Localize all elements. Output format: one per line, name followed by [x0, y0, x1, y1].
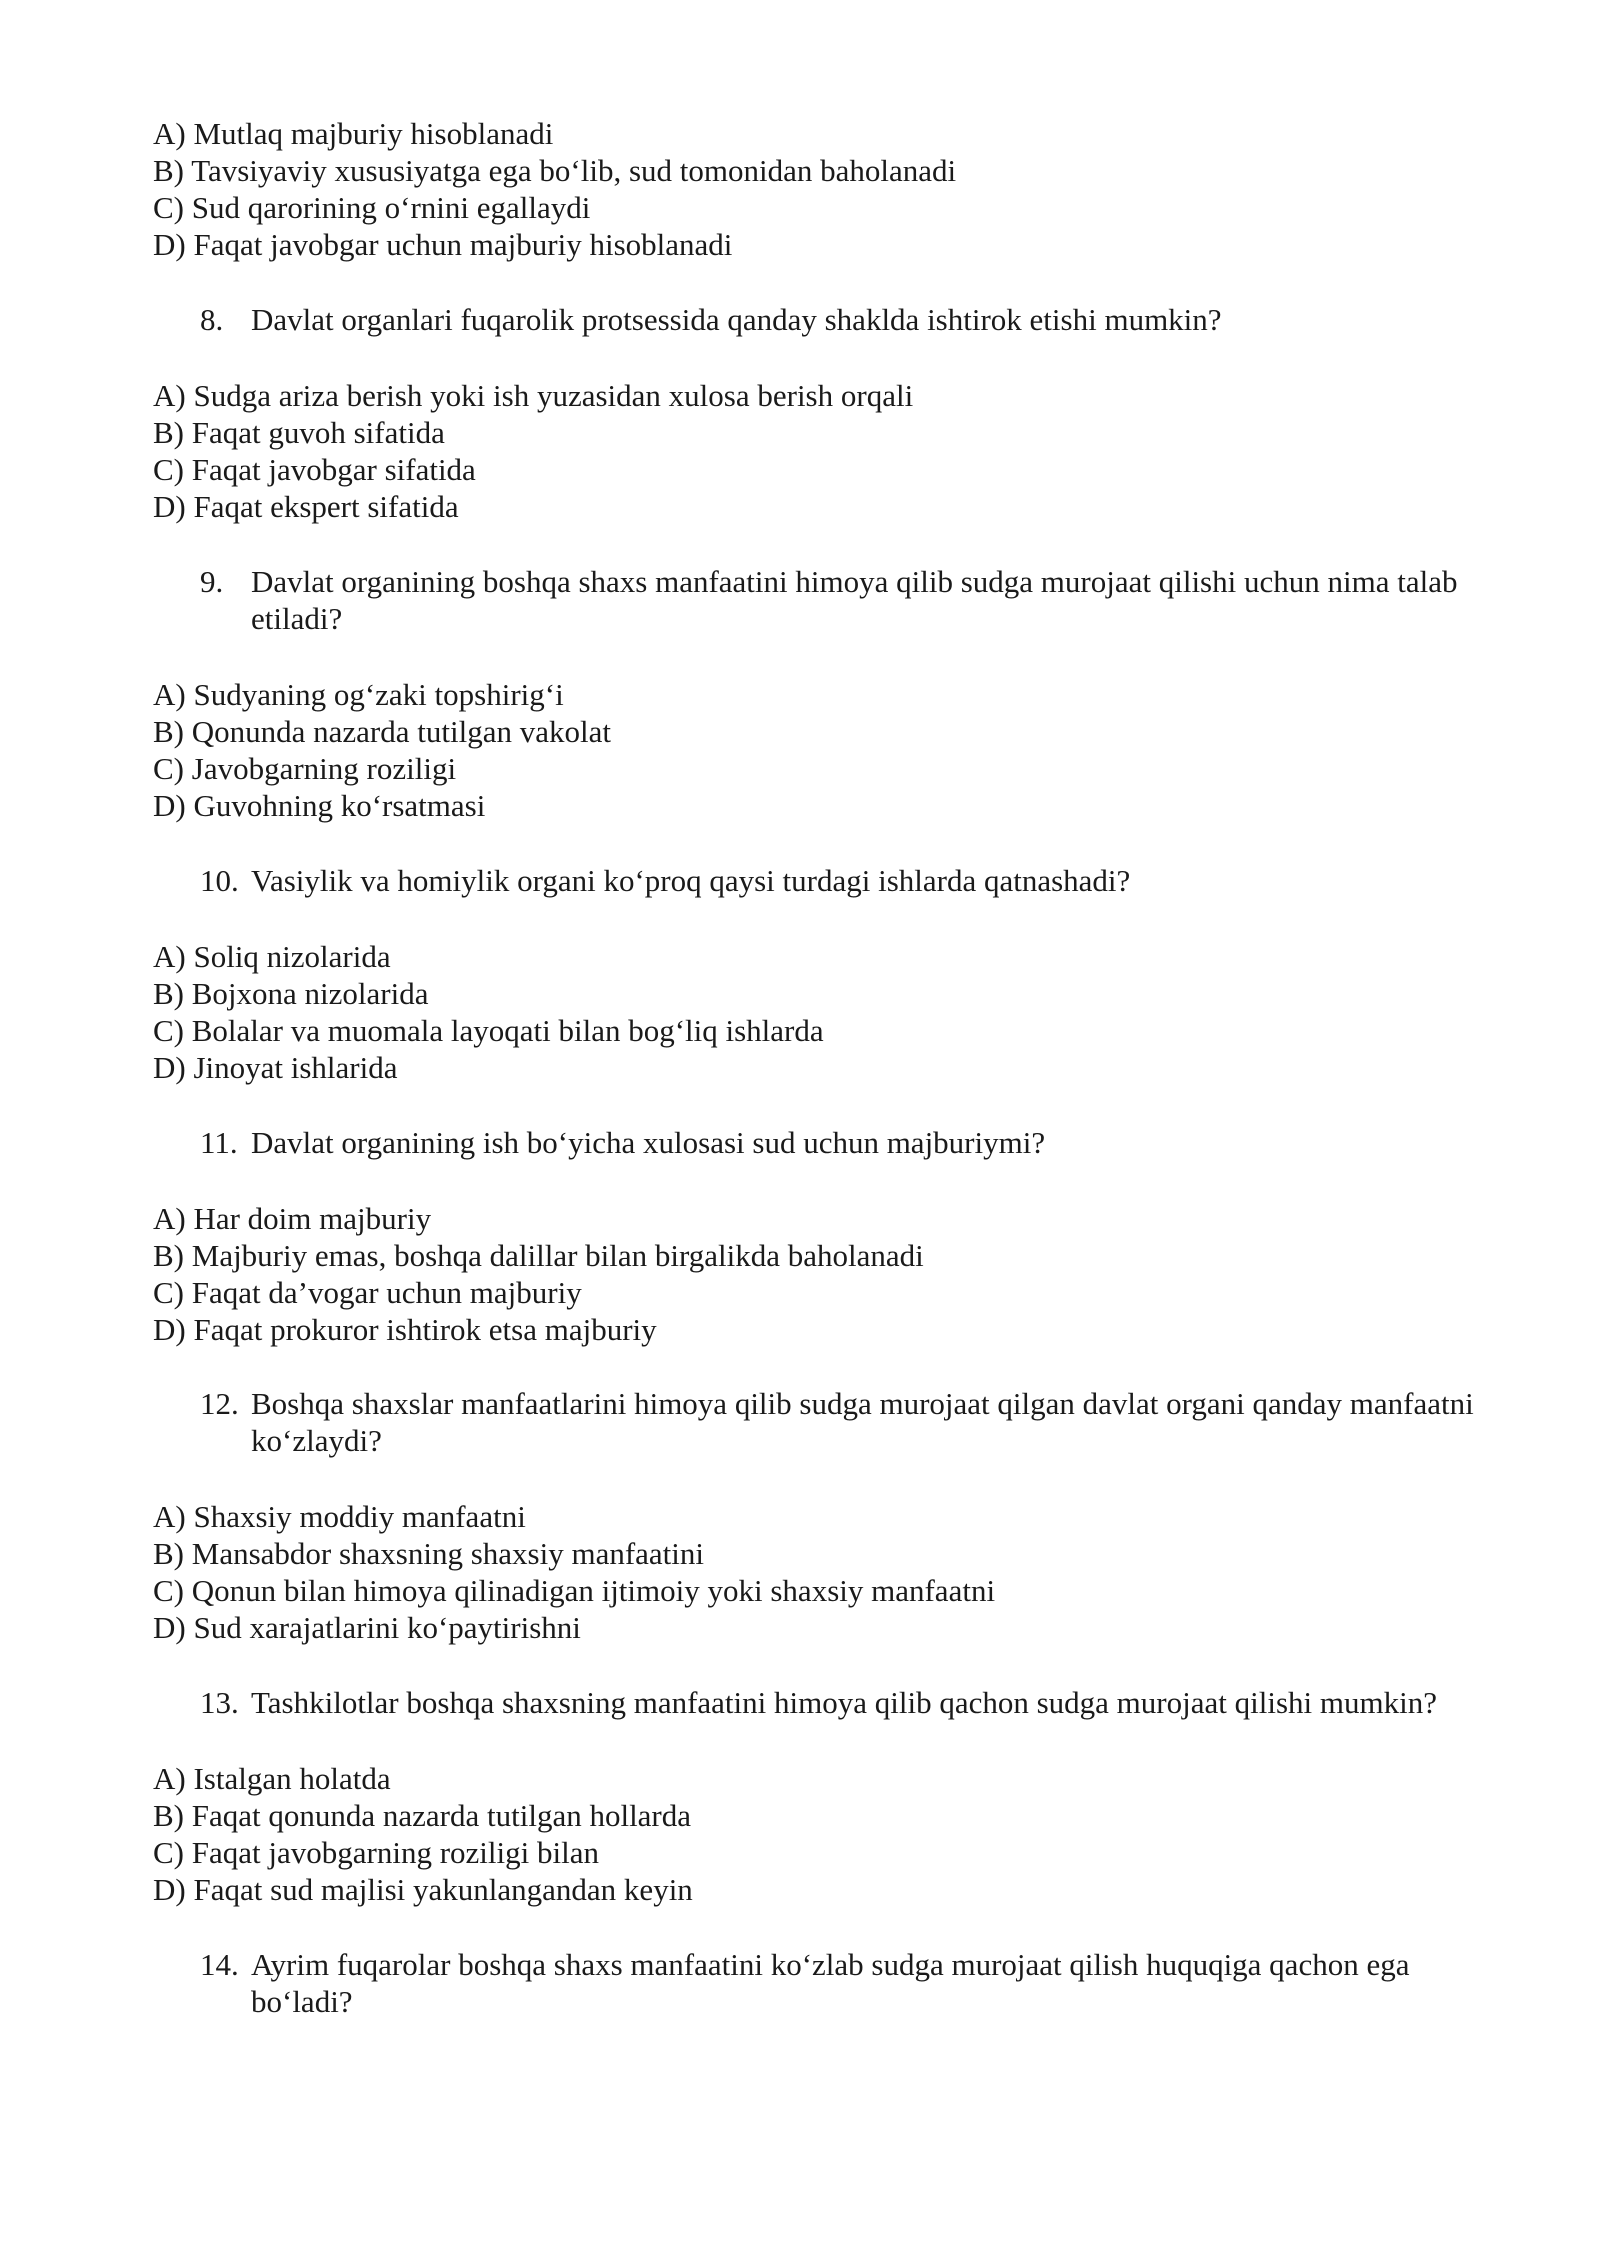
option-b: B) Bojxona nizolarida [153, 976, 429, 1011]
option-b: B) Mansabdor shaxsning shaxsiy manfaatini [153, 1536, 705, 1571]
option-a: A) Sudyaning og‘zaki topshirig‘i [153, 677, 564, 712]
question-number: 12. [200, 1386, 239, 1421]
question-13 [200, 1684, 1500, 1721]
option-c: C) Faqat javobgarning roziligi bilan [153, 1835, 599, 1870]
question-number: 11. [200, 1125, 238, 1160]
question-10 [200, 862, 1500, 899]
option-c: C) Faqat da’vogar uchun majburiy [153, 1275, 582, 1310]
option-d: D) Guvohning ko‘rsatmasi [153, 788, 486, 823]
question-13-options [153, 1760, 693, 1908]
option-d: D) Sud xarajatlarini ko‘paytirishni [153, 1610, 581, 1645]
question-8-options [153, 377, 913, 525]
question-12 [200, 1385, 1500, 1459]
question-text: Davlat organlari fuqarolik protsessida qanday shaklda ishtirok etishi mumkin? [251, 302, 1222, 337]
question-number: 13. [200, 1685, 239, 1720]
option-d: D) Faqat sud majlisi yakunlangandan keyin [153, 1872, 693, 1907]
option-a: A) Har doim majburiy [153, 1201, 432, 1236]
option-a: A) Istalgan holatda [153, 1761, 391, 1796]
question-number: 10. [200, 863, 239, 898]
option-c: C) Faqat javobgar sifatida [153, 452, 476, 487]
question-9 [200, 563, 1500, 637]
question-number: 8. [200, 302, 224, 337]
option-b: B) Faqat qonunda nazarda tutilgan hollarda [153, 1798, 692, 1833]
option-a: A) Shaxsiy moddiy manfaatni [153, 1499, 526, 1534]
question-number: 9. [200, 564, 224, 599]
option-a: A) Mutlaq majburiy hisoblanadi [153, 116, 554, 151]
option-d: D) Jinoyat ishlarida [153, 1050, 398, 1085]
question-text: Davlat organining ish bo‘yicha xulosasi sud uchun majburiymi? [251, 1125, 1046, 1160]
option-c: C) Qonun bilan himoya qilinadigan ijtimoiy yoki shaxsiy manfaatni [153, 1573, 996, 1608]
option-c: C) Bolalar va muomala layoqati bilan bog‘liq ishlarda [153, 1013, 824, 1048]
option-b: B) Tavsiyaviy xususiyatga ega bo‘lib, sud tomonidan baholanadi [153, 153, 957, 188]
question-9-options [153, 676, 611, 824]
option-a: A) Soliq nizolarida [153, 939, 391, 974]
question-text: Ayrim fuqarolar boshqa shaxs manfaatini ko‘zlab sudga murojaat qilish huquqiga qachon ega bo‘ladi? [251, 1947, 1410, 2019]
question-text: Davlat organining boshqa shaxs manfaatini himoya qilib sudga murojaat qilishi uchun nima talab etiladi? [251, 564, 1458, 636]
option-c: C) Javobgarning roziligi [153, 751, 457, 786]
question-12-options [153, 1498, 995, 1646]
question-text: Tashkilotlar boshqa shaxsning manfaatini himoya qilib qachon sudga murojaat qilishi mumkin? [251, 1685, 1437, 1720]
question-11 [200, 1124, 1500, 1161]
previous-question-options [153, 115, 956, 263]
question-8 [200, 301, 1500, 338]
option-b: B) Majburiy emas, boshqa dalillar bilan birgalikda baholanadi [153, 1238, 924, 1273]
question-14 [200, 1946, 1500, 2020]
option-a: A) Sudga ariza berish yoki ish yuzasidan xulosa berish orqali [153, 378, 914, 413]
option-c: C) Sud qarorining o‘rnini egallaydi [153, 190, 591, 225]
question-text: Vasiylik va homiylik organi ko‘proq qaysi turdagi ishlarda qatnashadi? [251, 863, 1131, 898]
option-d: D) Faqat ekspert sifatida [153, 489, 459, 524]
question-number: 14. [200, 1947, 239, 1982]
option-d: D) Faqat javobgar uchun majburiy hisoblanadi [153, 227, 733, 262]
question-text: Boshqa shaxslar manfaatlarini himoya qilib sudga murojaat qilgan davlat organi qanday manfaatni ko‘zlaydi? [251, 1386, 1474, 1458]
option-b: B) Qonunda nazarda tutilgan vakolat [153, 714, 611, 749]
question-11-options [153, 1200, 924, 1348]
question-10-options [153, 938, 824, 1086]
option-b: B) Faqat guvoh sifatida [153, 415, 445, 450]
option-d: D) Faqat prokuror ishtirok etsa majburiy [153, 1312, 657, 1347]
